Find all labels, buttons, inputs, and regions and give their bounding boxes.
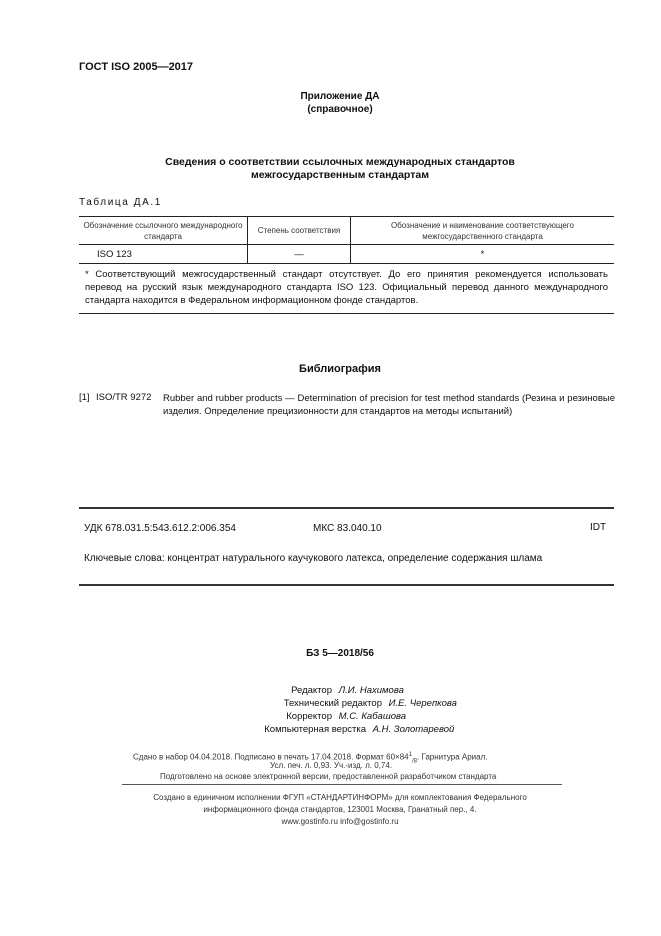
idt-label: IDT bbox=[590, 522, 607, 533]
staff-role: Технический редактор bbox=[283, 698, 382, 709]
section-title-line1: Сведения о соответствии ссылочных международных стандартов bbox=[165, 156, 515, 168]
staff-role: Компьютерная верстка bbox=[264, 724, 366, 735]
staff-tech-editor bbox=[218, 698, 457, 710]
print-details-line3: Подготовлено на основе электронной версии, предоставленной разработчиком стандарта bbox=[160, 772, 497, 781]
annex-heading bbox=[230, 90, 450, 116]
table-footnote: * Соответствующий межгосударственный стандарт отсутствует. До его принятия рекомендуется использовать перевод на русский язык международного стандарта ISO 123. Официальный перевод данного международного стандарта находится в Федеральном информационном фонде стандартов. bbox=[85, 269, 608, 306]
staff-role: Редактор bbox=[291, 685, 332, 696]
cell-national-standard: * bbox=[351, 245, 615, 264]
standard-code: ГОСТ ISO 2005—2017 bbox=[79, 61, 194, 73]
staff-name: А.Н. Золотаревой bbox=[372, 724, 455, 735]
bibliography-item-number: [1] bbox=[79, 392, 90, 403]
publisher-line1: Создано в единичном исполнении ФГУП «СТАНДАРТИНФОРМ» для комплектования Федерального bbox=[153, 793, 527, 802]
cell-degree: — bbox=[248, 245, 351, 264]
header-ref-standard: Обозначение ссылочного международного стандарта bbox=[79, 217, 248, 245]
divider-bottom bbox=[79, 584, 614, 586]
imprint-divider bbox=[122, 784, 562, 785]
table-footnote-row bbox=[79, 264, 614, 314]
staff-role: Корректор bbox=[286, 711, 332, 722]
print-details-line2: Усл. печ. л. 0,93. Уч.-изд. л. 0,74. bbox=[270, 761, 393, 770]
annex-subtitle: (справочное) bbox=[307, 104, 373, 115]
udc-code: УДК 678.031.5:543.612.2:006.354 bbox=[84, 523, 236, 534]
divider-top bbox=[79, 507, 614, 509]
staff-name: М.С. Кабашова bbox=[338, 711, 407, 722]
bibliography-item-text: Rubber and rubber products — Determination of precision for test method standards (Резина и резиновые изделия. Определение прецизионности для стандартов на методы испытаний) bbox=[163, 393, 615, 417]
table-label: Таблица ДА.1 bbox=[79, 197, 162, 208]
cell-ref-standard: ISO 123 bbox=[79, 245, 248, 264]
staff-name: И.Е. Черепкова bbox=[388, 698, 457, 709]
section-title-line2: межгосударственным стандартам bbox=[251, 169, 429, 181]
bibliography-title: Библиография bbox=[299, 363, 381, 375]
publisher-line2: информационного фонда стандартов, 123001 Москва, Гранатный пер., 4. bbox=[203, 805, 477, 814]
format-sup: 1 bbox=[408, 752, 412, 758]
table-header-row bbox=[79, 217, 614, 245]
keywords: Ключевые слова: концентрат натурального каучукового латекса, определение содержания шлама bbox=[84, 553, 543, 564]
staff-proofreader bbox=[218, 711, 406, 723]
header-degree: Степень соответствия bbox=[248, 217, 351, 245]
print-dates: Сдано в набор 04.04.2018. Подписано в печать 17.04.2018. Формат 60×84 bbox=[133, 752, 409, 762]
header-national-standard: Обозначение и наименование соответствующего межгосударственного стандарта bbox=[351, 217, 615, 245]
annex-title: Приложение ДА bbox=[300, 91, 380, 102]
correspondence-table bbox=[79, 216, 614, 314]
format-sub: /8 bbox=[411, 758, 417, 765]
section-title bbox=[110, 156, 570, 182]
bibliography-item-code: ISO/TR 9272 bbox=[96, 392, 152, 403]
staff-name: Л.И. Нахимова bbox=[338, 685, 404, 696]
staff-editor bbox=[218, 685, 404, 697]
mks-code: МКС 83.040.10 bbox=[313, 523, 382, 534]
table-row bbox=[79, 245, 614, 264]
bz-number: БЗ 5—2018/56 bbox=[306, 648, 374, 659]
print-font: . Гарнитура Ариал. bbox=[416, 752, 488, 762]
publisher-line3: www.gostinfo.ru info@gostinfo.ru bbox=[281, 817, 399, 826]
staff-layout bbox=[218, 724, 454, 736]
publisher-info bbox=[120, 792, 560, 828]
